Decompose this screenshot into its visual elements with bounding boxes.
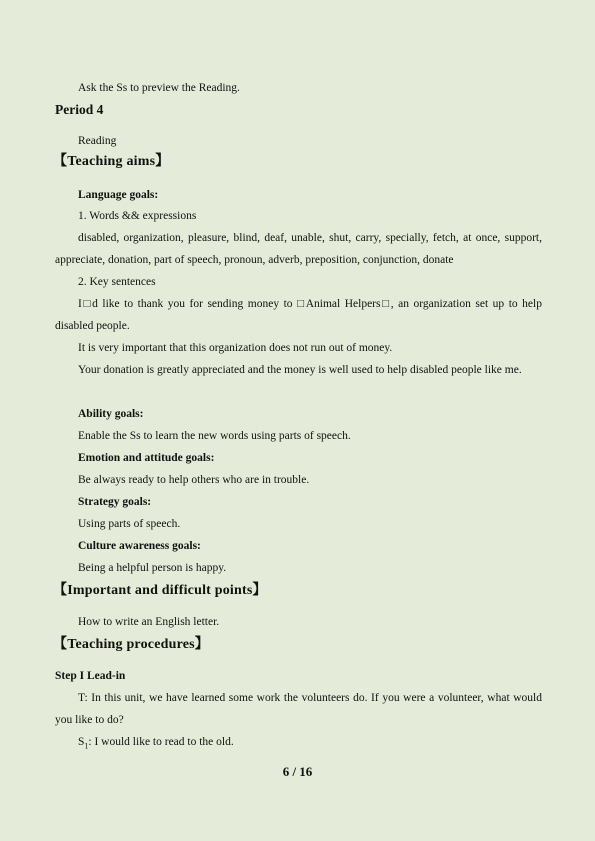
key-sentence-1: I□d like to thank you for sending money to □Animal Helpers□, an organization set up to help disabled people. — [55, 298, 542, 332]
strategy-goals-label: Strategy goals: — [78, 496, 152, 508]
ability-goals-label: Ability goals: — [78, 408, 144, 420]
strategy-goals-text: Using parts of speech. — [78, 518, 181, 530]
key-sentences-heading: 2. Key sentences — [78, 276, 156, 288]
key-sentence-3: Your donation is greatly appreciated and the money is well used to help disabled people like me. — [78, 364, 522, 376]
teacher-dialogue: T: In this unit, we have learned some work the volunteers do. If you were a volunteer, what would you like to do? — [55, 692, 542, 726]
important-points-text: How to write an English letter. — [78, 616, 220, 628]
step-1-heading: Step I Lead-in — [55, 670, 126, 682]
emotion-goals-label: Emotion and attitude goals: — [78, 452, 215, 464]
reading-label: Reading — [78, 135, 117, 147]
preview-instruction: Ask the Ss to preview the Reading. — [78, 82, 240, 94]
culture-goals-label: Culture awareness goals: — [78, 540, 201, 552]
student-label: S — [78, 736, 85, 748]
student-dialogue — [55, 731, 542, 753]
period-heading: Period 4 — [55, 102, 104, 117]
student-reply: : I would like to read to the old. — [88, 736, 234, 748]
words-list: disabled, organization, pleasure, blind, deaf, unable, shut, carry, specially, fetch, at once, support, appreciate, donation, part of speech, pronoun, adverb, preposition, conjunction, donate — [55, 232, 542, 266]
key-sentence-2: It is very important that this organization does not run out of money. — [78, 342, 393, 354]
words-heading: 1. Words && expressions — [78, 210, 197, 222]
important-points-heading: 【Important and difficult points】 — [53, 583, 267, 598]
teaching-procedures-heading: 【Teaching procedures】 — [53, 637, 210, 652]
language-goals-label: Language goals: — [78, 189, 159, 201]
student-number: 1 — [84, 741, 89, 751]
ability-goals-text: Enable the Ss to learn the new words using parts of speech. — [78, 430, 351, 442]
culture-goals-text: Being a helpful person is happy. — [78, 562, 227, 574]
emotion-goals-text: Be always ready to help others who are in trouble. — [78, 474, 310, 486]
teaching-aims-heading: 【Teaching aims】 — [53, 154, 170, 169]
page-number: 6 / 16 — [282, 764, 313, 779]
